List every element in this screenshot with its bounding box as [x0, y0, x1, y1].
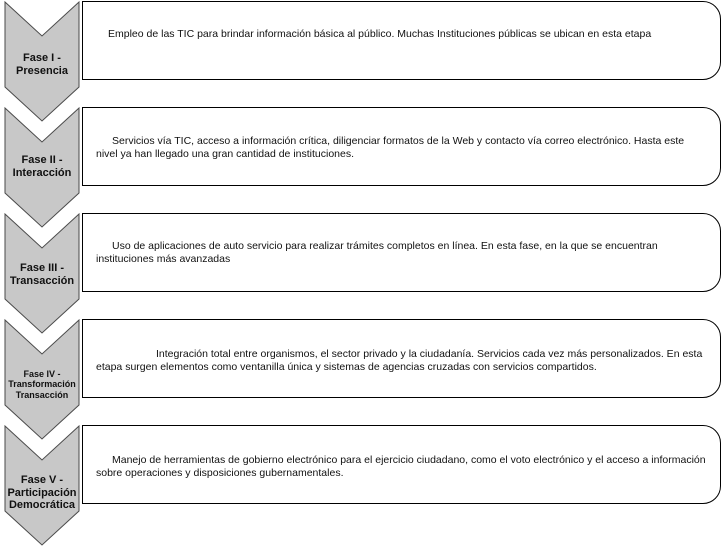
phase-3-label-line-2: Transacción: [9, 274, 75, 287]
phase-2-label-line-1: Fase II -: [21, 154, 63, 166]
phase-5-label-line-1: Fase V -: [20, 474, 64, 486]
phase-4-description: Integración total entre organismos, el sector privado y la ciudadanía. Servicios cada vez más personalizados. En esta etapa surgen elementos como ventanilla única y sistemas de agencias cruzadas con servicios compartidos.: [96, 348, 703, 374]
phase-2-description: Servicios vía TIC, acceso a información crítica, diligenciar formatos de la Web y contacto vía correo electrónico. Hasta este nivel ya han llegado una gran cantidad de instituciones.: [96, 135, 685, 161]
phase-2-label-line-2: Interacción: [12, 166, 72, 179]
phase-3-label: [5, 262, 79, 287]
phase-4-label: [3, 369, 81, 400]
phase-3-label-line-1: Fase III -: [19, 262, 65, 274]
phase-5-description: Manejo de herramientas de gobierno electrónico para el ejercicio ciudadano, como el voto electrónico y el acceso a información sobre operaciones y disposiciones gubernamentales.: [96, 454, 706, 480]
phase-4-label-line-1: Fase IV -: [23, 369, 61, 379]
phase-1-label-line-2: Presencia: [16, 64, 68, 77]
phase-5-label: [3, 474, 81, 512]
phase-4-label-line-2: Transformación: [8, 379, 76, 390]
phase-5-label-line-3: Democrática: [8, 499, 76, 512]
phase-1-description: Empleo de las TIC para brindar información básica al público. Muchas Instituciones públicas se ubican en esta etapa: [108, 28, 652, 40]
phase-2-label: [5, 154, 79, 179]
phase-1-label: [5, 52, 79, 77]
phase-1-label-line-1: Fase I -: [23, 52, 61, 64]
phase-3-description: Uso de aplicaciones de auto servicio para realizar trámites completos en línea. En esta fase, en la que se encuentran instituciones más avanzadas: [96, 240, 658, 266]
phase-5-label-line-2: Participación: [7, 486, 77, 499]
phase-4-label-line-3: Transacción: [15, 389, 69, 400]
